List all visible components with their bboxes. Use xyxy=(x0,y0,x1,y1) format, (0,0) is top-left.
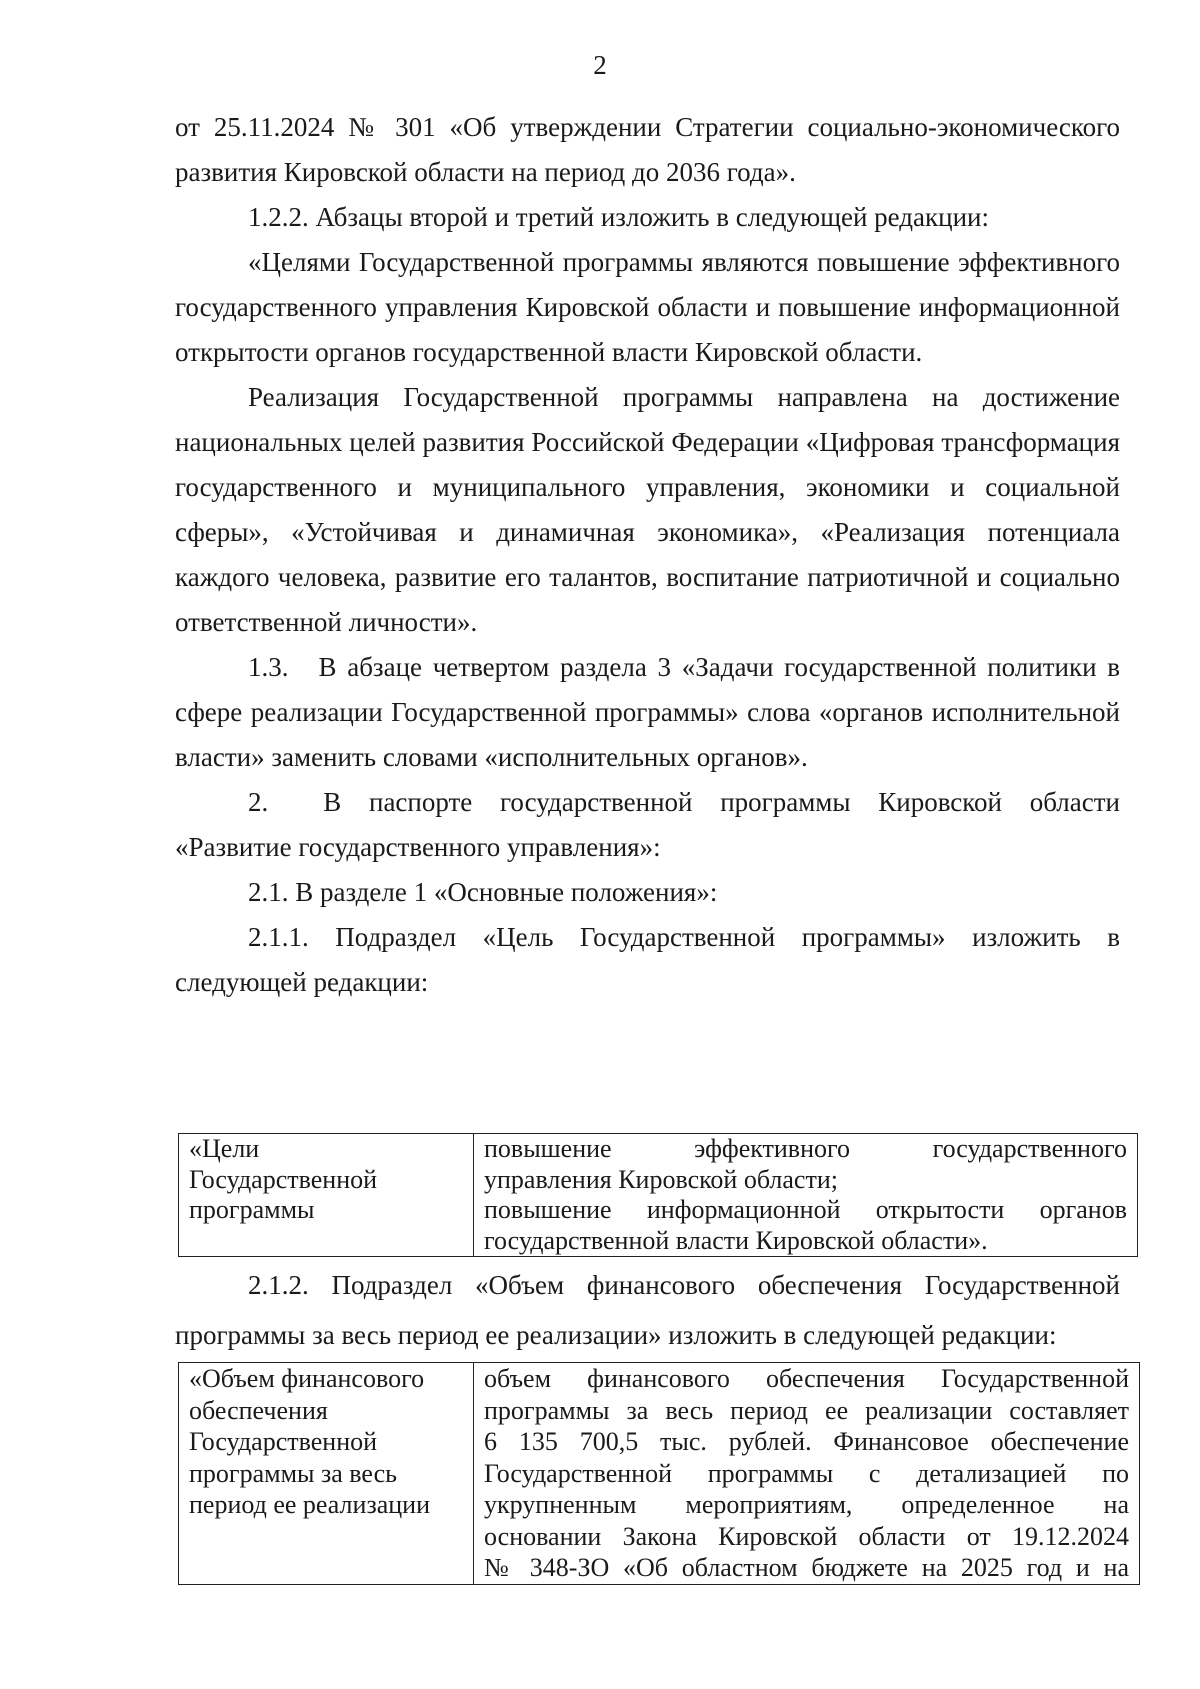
table-cell-line: период ее реализации xyxy=(189,1490,430,1519)
table-cell-line: повышение эффективного государственного xyxy=(484,1134,1127,1163)
goals-table-label-cell xyxy=(179,1134,474,1257)
paragraph-2-1-2: 2.1.2. Подраздел «Объем финансового обеспечения Государственной программы за весь период ее реализации» изложить в следующей редакции: xyxy=(175,1270,1120,1350)
goals-table-value-cell xyxy=(474,1134,1138,1257)
paragraph-1-2-2: 1.2.2. Абзацы второй и третий изложить в следующей редакции: xyxy=(248,202,989,232)
table-row xyxy=(179,1134,1138,1257)
paragraph-1-3 xyxy=(175,645,1120,780)
table-cell-line: Государственной xyxy=(189,1427,378,1456)
table-cell-line: объем финансового обеспечения Государственной xyxy=(484,1364,1129,1393)
finance-table xyxy=(178,1362,1140,1585)
table-cell-line: «Объем финансового xyxy=(189,1364,425,1393)
table-cell-line: программы xyxy=(189,1195,315,1224)
table-cell-line: программы за весь период ее реализации составляет xyxy=(484,1395,1129,1425)
table-cell-line: управления Кировской области; xyxy=(484,1164,838,1194)
paragraph-goals-quote: «Целями Государственной программы являются повышение эффективного государственного управления Кировской области и повышение информационной открытости органов государственной власти Кировской области. xyxy=(175,247,1120,367)
table-cell-line: укрупненным мероприятиям, определенное на xyxy=(484,1490,1129,1519)
table-cell-line: государственной власти Кировской области». xyxy=(484,1225,988,1255)
table-cell-line: «Цели xyxy=(189,1134,260,1163)
table-row xyxy=(179,1363,1140,1585)
table-cell-line: повышение информационной открытости органов xyxy=(484,1195,1127,1224)
paragraph-realization: Реализация Государственной программы направлена на достижение национальных целей развития Российской Федерации «Цифровая трансформация государственного и муниципального управления, экономики и социальной сферы», «Устойчивая и динамичная экономика», «Реализация потенциала каждого человека, развитие его талантов, воспитание патриотичной и социально ответственной личности». xyxy=(175,382,1120,637)
finance-table-value-cell xyxy=(474,1363,1140,1585)
table-cell-line: Государственной xyxy=(189,1164,378,1194)
table-cell-line: программы за весь xyxy=(189,1458,398,1488)
table-cell-line: основании Закона Кировской области от 19.12.2024 xyxy=(484,1521,1129,1551)
goals-table xyxy=(178,1133,1138,1257)
item-number-2: 2. xyxy=(248,787,269,817)
table-cell-line: обеспечения xyxy=(189,1395,328,1425)
body-text-upper xyxy=(175,105,1120,1005)
item-number-1-3: 1.3. xyxy=(248,652,289,682)
table-cell-line: № 348-ЗО «Об областном бюджете на 2025 год и на xyxy=(484,1553,1129,1582)
finance-table-label-cell xyxy=(179,1363,474,1585)
item-text-1-3: В абзаце четвертом раздела 3 «Задачи государственной политики в сфере реализации Государственной программы» слова «органов исполнительной власти» заменить словами «исполнительных органов». xyxy=(175,652,1120,772)
item-text-2: В паспорте государственной программы Кировской области «Развитие государственного управления»: xyxy=(175,787,1120,862)
page-number: 2 xyxy=(593,50,607,80)
paragraph-strategy-reference: от 25.11.2024 № 301 «Об утверждении Стратегии социально-экономического развития Кировской области на период до 2036 года». xyxy=(175,112,1120,187)
table-cell-line: 6 135 700,5 тыс. рублей. Финансовое обеспечение xyxy=(484,1427,1129,1456)
paragraph-2-1-1: 2.1.1. Подраздел «Цель Государственной программы» изложить в следующей редакции: xyxy=(175,922,1120,997)
body-text-middle xyxy=(175,1260,1120,1360)
paragraph-2-1: 2.1. В разделе 1 «Основные положения»: xyxy=(248,877,718,907)
table-cell-line: Государственной программы с детализацией по xyxy=(484,1458,1129,1488)
paragraph-2 xyxy=(175,780,1120,870)
